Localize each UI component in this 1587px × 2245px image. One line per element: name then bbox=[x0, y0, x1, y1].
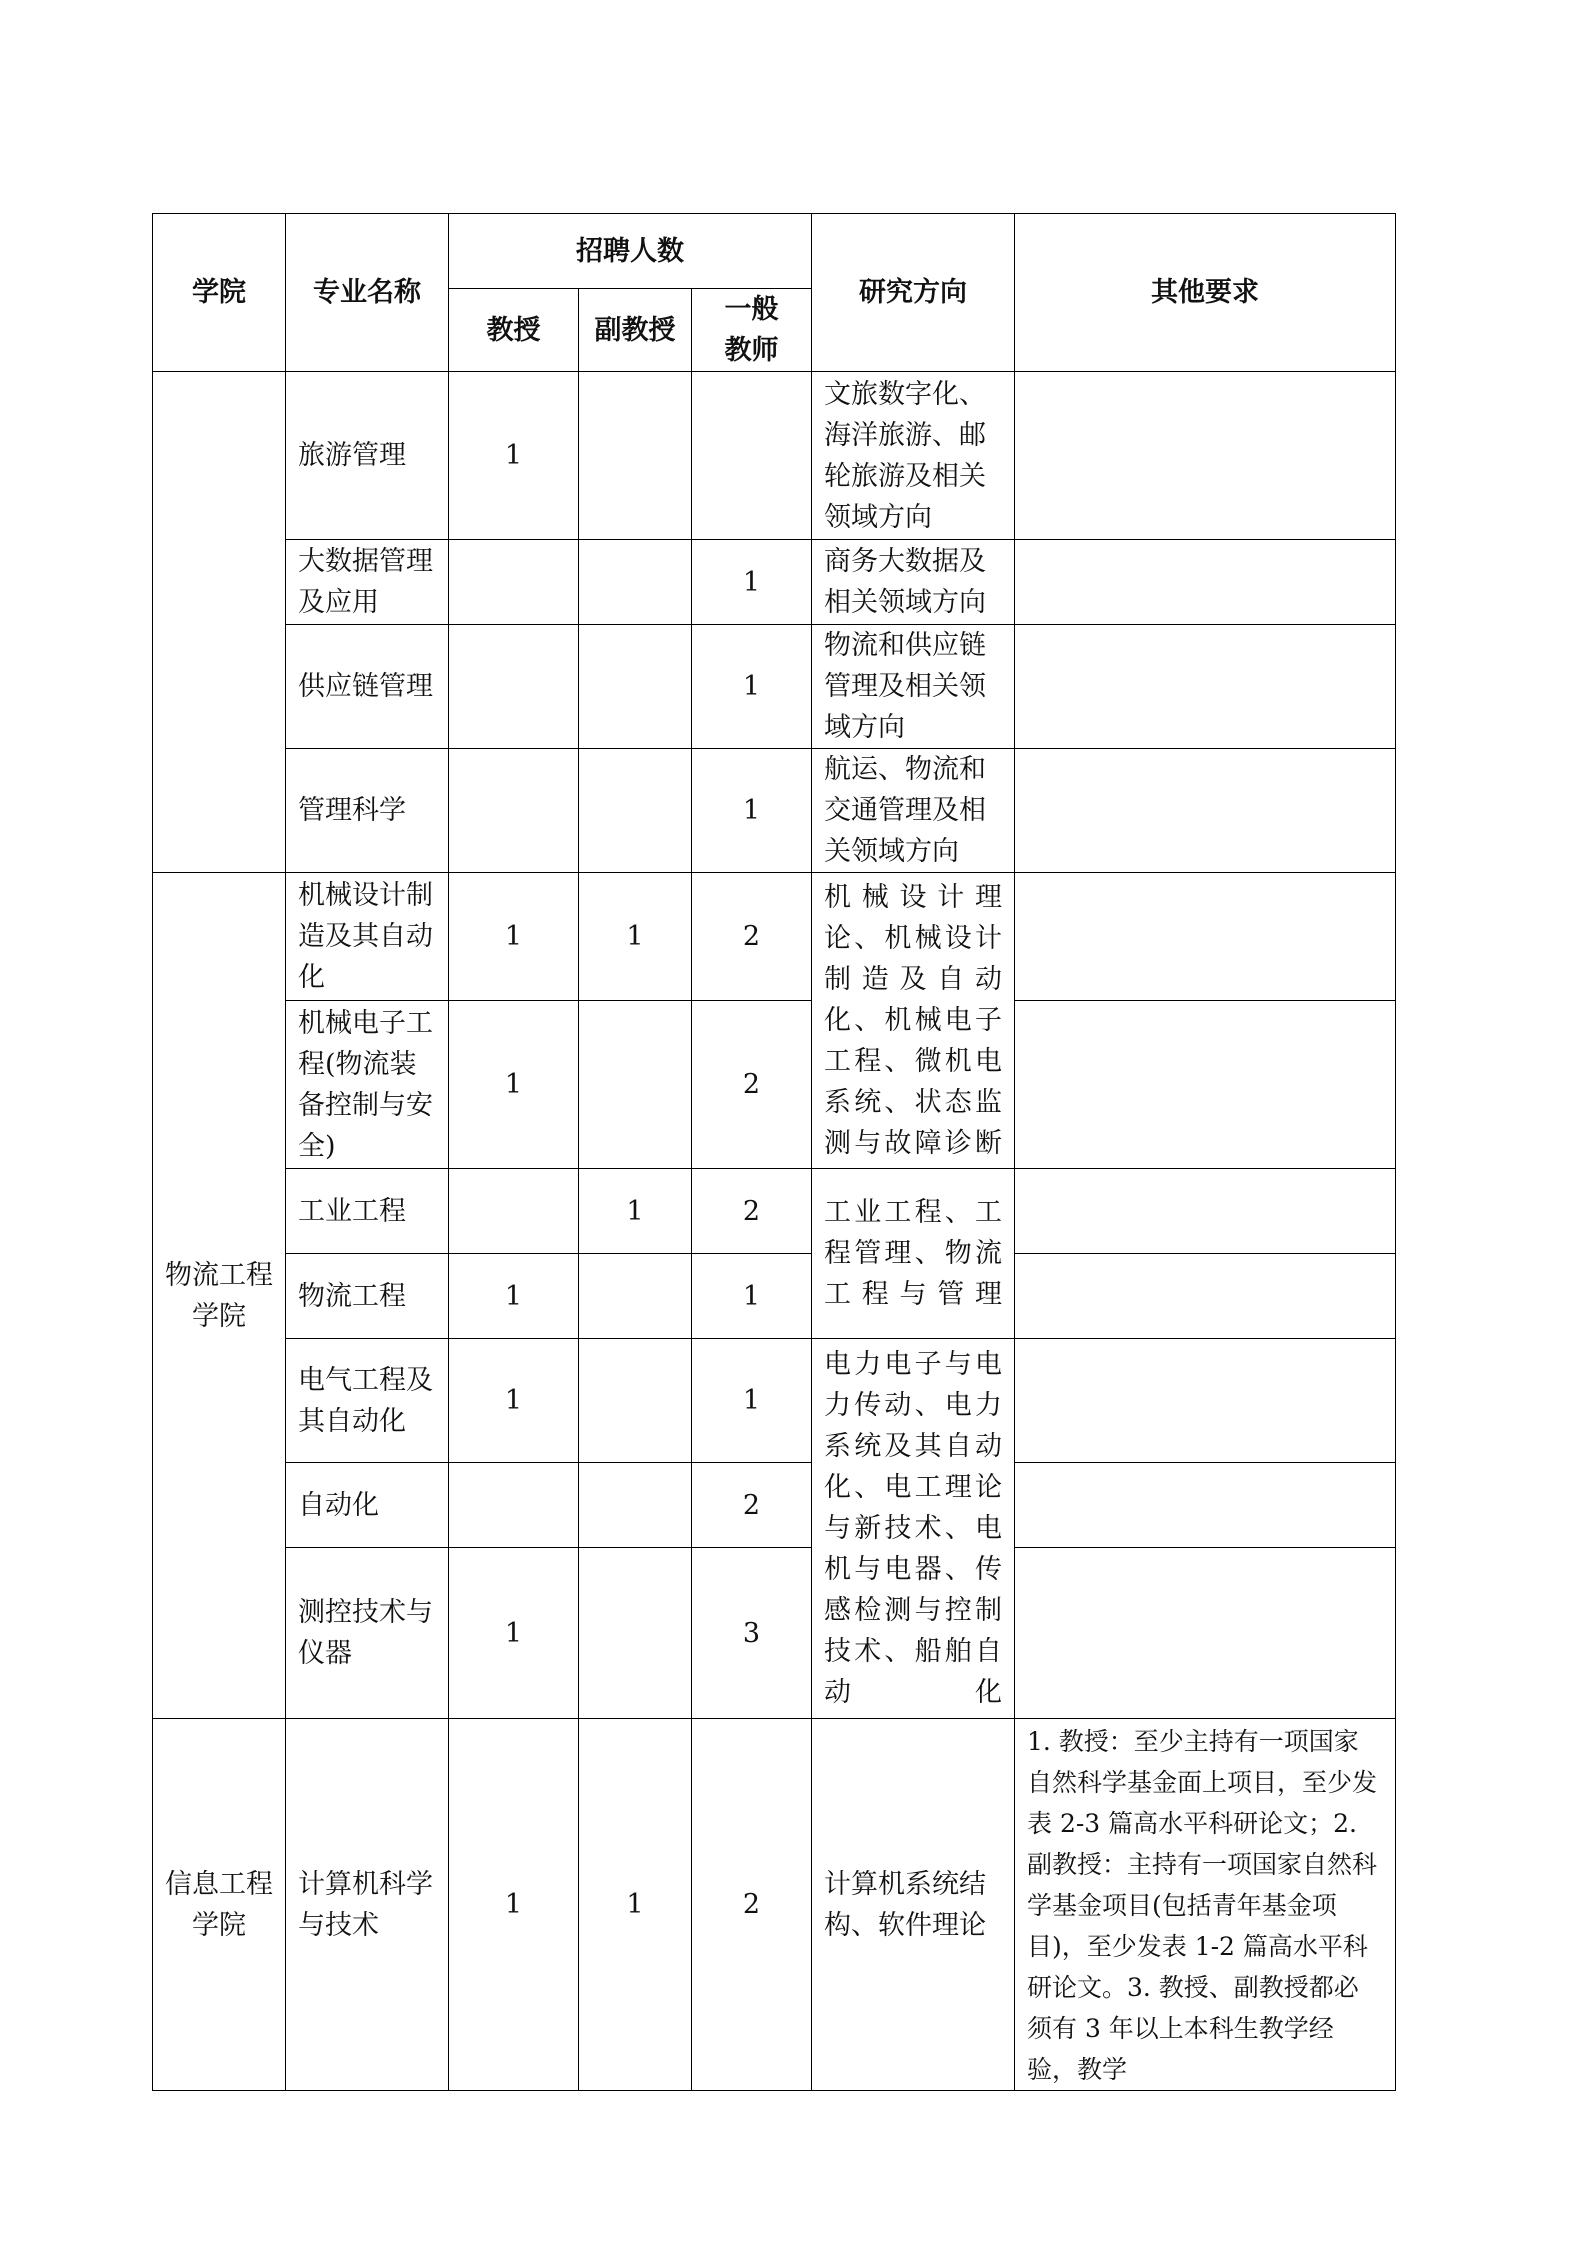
professor-count: 1 bbox=[449, 1548, 579, 1719]
professor-count bbox=[449, 1169, 579, 1254]
table-row bbox=[153, 540, 1396, 625]
major-cell: 机械设计制造及其自动化 bbox=[286, 873, 449, 1001]
other-requirements-cell bbox=[1015, 1463, 1396, 1548]
other-requirements-cell bbox=[1015, 1169, 1396, 1254]
research-direction-cell: 航运、物流和交通管理及相关领域方向 bbox=[812, 749, 1015, 873]
associate-count bbox=[579, 1548, 692, 1719]
other-requirements-cell bbox=[1015, 1339, 1396, 1463]
associate-count bbox=[579, 625, 692, 749]
table-row bbox=[153, 873, 1396, 1001]
associate-count: 1 bbox=[579, 873, 692, 1001]
major-cell: 旅游管理 bbox=[286, 372, 449, 540]
professor-count: 1 bbox=[449, 873, 579, 1001]
table-row bbox=[153, 1719, 1396, 2091]
general-count: 1 bbox=[692, 1254, 812, 1339]
header-other-requirements: 其他要求 bbox=[1015, 214, 1396, 372]
associate-count bbox=[579, 372, 692, 540]
major-cell: 管理科学 bbox=[286, 749, 449, 873]
table-row bbox=[153, 372, 1396, 540]
header-professor: 教授 bbox=[449, 289, 579, 372]
associate-count bbox=[579, 1254, 692, 1339]
associate-count bbox=[579, 540, 692, 625]
other-requirements-cell bbox=[1015, 873, 1396, 1001]
professor-count bbox=[449, 540, 579, 625]
table-row bbox=[153, 625, 1396, 749]
table-row bbox=[153, 1339, 1396, 1463]
major-cell: 大数据管理及应用 bbox=[286, 540, 449, 625]
general-count: 1 bbox=[692, 749, 812, 873]
major-cell: 测控技术与仪器 bbox=[286, 1548, 449, 1719]
research-direction-cell: 商务大数据及相关领域方向 bbox=[812, 540, 1015, 625]
associate-count: 1 bbox=[579, 1169, 692, 1254]
header-associate-professor: 副教授 bbox=[579, 289, 692, 372]
general-count: 1 bbox=[692, 540, 812, 625]
general-count: 2 bbox=[692, 873, 812, 1001]
professor-count bbox=[449, 625, 579, 749]
major-cell: 自动化 bbox=[286, 1463, 449, 1548]
professor-count bbox=[449, 1463, 579, 1548]
other-requirements-cell bbox=[1015, 625, 1396, 749]
other-requirements-cell bbox=[1015, 1001, 1396, 1169]
college-cell-blank bbox=[153, 372, 286, 873]
recruitment-table bbox=[152, 213, 1396, 2091]
professor-count: 1 bbox=[449, 372, 579, 540]
major-cell: 电气工程及其自动化 bbox=[286, 1339, 449, 1463]
college-cell-info: 信息工程学院 bbox=[153, 1719, 286, 2091]
research-direction-cell: 文旅数字化、海洋旅游、邮轮旅游及相关领域方向 bbox=[812, 372, 1015, 540]
major-cell: 机械电子工程(物流装备控制与安全) bbox=[286, 1001, 449, 1169]
header-research-direction: 研究方向 bbox=[812, 214, 1015, 372]
research-direction-cell: 电力电子与电力传动、电力系统及其自动化、电工理论与新技术、电机与电器、传感检测与控制技术、船舶自动化 bbox=[812, 1339, 1015, 1719]
general-count: 2 bbox=[692, 1001, 812, 1169]
header-general-teacher: 一般教师 bbox=[692, 289, 812, 372]
table-row bbox=[153, 1548, 1396, 1719]
associate-count bbox=[579, 749, 692, 873]
other-requirements-cell bbox=[1015, 749, 1396, 873]
major-cell: 计算机科学与技术 bbox=[286, 1719, 449, 2091]
associate-count bbox=[579, 1463, 692, 1548]
research-direction-cell: 物流和供应链管理及相关领域方向 bbox=[812, 625, 1015, 749]
general-count: 2 bbox=[692, 1719, 812, 2091]
general-count: 2 bbox=[692, 1169, 812, 1254]
research-direction-cell: 机械设计理论、机械设计制造及自动化、机械电子工程、微机电系统、状态监测与故障诊断 bbox=[812, 873, 1015, 1169]
other-requirements-cell bbox=[1015, 1254, 1396, 1339]
associate-count: 1 bbox=[579, 1719, 692, 2091]
general-count: 1 bbox=[692, 625, 812, 749]
general-count bbox=[692, 372, 812, 540]
table-row bbox=[153, 1463, 1396, 1548]
professor-count bbox=[449, 749, 579, 873]
professor-count: 1 bbox=[449, 1719, 579, 2091]
table-row bbox=[153, 1169, 1396, 1254]
general-count: 3 bbox=[692, 1548, 812, 1719]
professor-count: 1 bbox=[449, 1001, 579, 1169]
associate-count bbox=[579, 1339, 692, 1463]
college-cell-logistics: 物流工程学院 bbox=[153, 873, 286, 1719]
major-cell: 物流工程 bbox=[286, 1254, 449, 1339]
other-requirements-cell bbox=[1015, 540, 1396, 625]
major-cell: 工业工程 bbox=[286, 1169, 449, 1254]
professor-count: 1 bbox=[449, 1254, 579, 1339]
header-major: 专业名称 bbox=[286, 214, 449, 372]
associate-count bbox=[579, 1001, 692, 1169]
general-count: 2 bbox=[692, 1463, 812, 1548]
header-college: 学院 bbox=[153, 214, 286, 372]
other-requirements-cell bbox=[1015, 372, 1396, 540]
table-row bbox=[153, 1001, 1396, 1169]
header-recruit-count: 招聘人数 bbox=[449, 214, 812, 289]
other-requirements-cell: 1. 教授：至少主持有一项国家自然科学基金面上项目，至少发表 2-3 篇高水平科研论文；2. 副教授：主持有一项国家自然科学基金项目(包括青年基金项目)，至少发表 1-2 篇高水平科研论文。3. 教授、副教授都必须有 3 年以上本科生教学经验，教学 bbox=[1015, 1719, 1396, 2091]
research-direction-cell: 工业工程、工程管理、物流工程与管理 bbox=[812, 1169, 1015, 1339]
other-requirements-cell bbox=[1015, 1548, 1396, 1719]
table-row bbox=[153, 749, 1396, 873]
professor-count: 1 bbox=[449, 1339, 579, 1463]
research-direction-cell: 计算机系统结构、软件理论 bbox=[812, 1719, 1015, 2091]
general-count: 1 bbox=[692, 1339, 812, 1463]
table-row bbox=[153, 1254, 1396, 1339]
major-cell: 供应链管理 bbox=[286, 625, 449, 749]
